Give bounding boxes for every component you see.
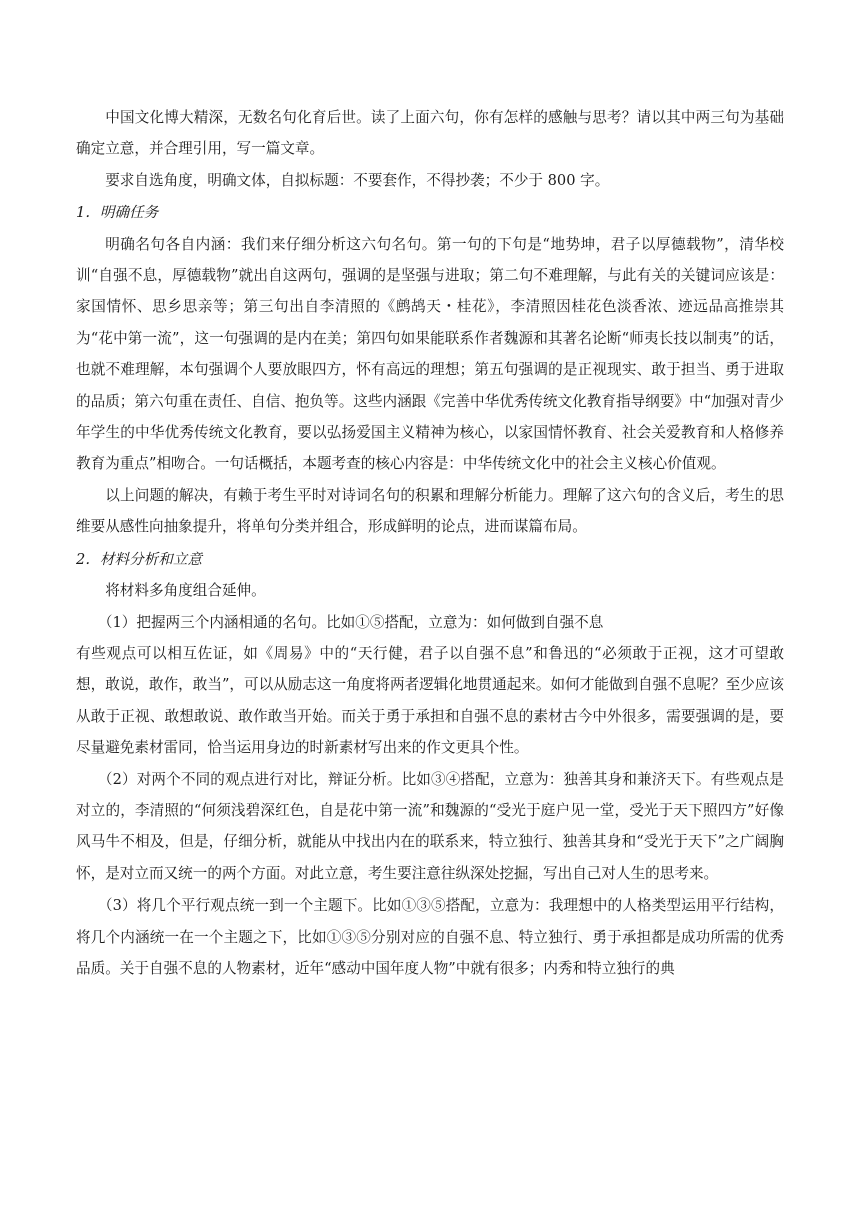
point-1-body: 有些观点可以相互佐证，如《周易》中的“天行健，君子以自强不息”和鲁迅的“必须敢于正视，这才可望敢想，敢说，敢作，敢当”，可以从励志这一角度将两者逻辑化地贯通起来。如何才能做到自强不息呢？至少应该从敢于正视、敢想敢说、敢作敢当开始。而关于勇于承担和自强不息的素材古今中外很多，需要强调的是，要尽量避免素材雷同，恰当运用身边的时新素材写出来的作文更具个性。 [76,644,784,757]
point-1-heading: （1）把握两三个内涵相通的名句。比如①⑤搭配，立意为：如何做到自强不息 [97,613,604,631]
requirements-paragraph: 要求自选角度，明确文体，自拟标题：不要套作，不得抄袭；不少于 800 字。 [105,171,610,189]
section-heading-task: 1．明确任务 [76,204,159,222]
material-intro-paragraph: 将材料多角度组合延伸。 [105,582,266,600]
task-summary-paragraph: 以上问题的解决，有赖于考生平时对诗词名句的积累和理解分析能力。理解了这六句的含义后，考生的思维要从感性向抽象提升，将单句分类并组合，形成鲜明的论点，进而谋篇布局。 [76,486,784,536]
document-page [76,102,784,984]
point-3-paragraph: （3）将几个平行观点统一到一个主题下。比如①③⑤搭配，立意为：我理想中的人格类型运用平行结构，将几个内涵统一在一个主题之下，比如①③⑤分别对应的自强不息、特立独行、勇于承担都是成功所需的优秀品质。关于自强不息的人物素材，近年“感动中国年度人物”中就有很多；内秀和特立独行的典 [76,897,784,977]
point-2-paragraph: （2）对两个不同的观点进行对比，辩证分析。比如③④搭配，立意为：独善其身和兼济天下。有些观点是对立的，李清照的“何须浅碧深红色，自是花中第一流”和魏源的“受光于庭户见一堂，受光于天下照四方”好像风马牛不相及，但是，仔细分析，就能从中找出内在的联系来，特立独行、独善其身和“受光于天下”之广阔胸怀，是对立而又统一的两个方面。对此立意，考生要注意往纵深处挖掘，写出自己对人生的思考来。 [76,770,784,882]
task-analysis-paragraph: 明确名句各自内涵：我们来仔细分析这六句名句。第一句的下句是“地势坤，君子以厚德载物”，清华校训“自强不息，厚德载物”就出自这两句，强调的是坚强与进取；第二句不难理解，与此有关的关键词应该是：家国情怀、思乡思亲等；第三句出自李清照的《鹧鸪天・桂花》，李清照因桂花色淡香浓、迹远品高推崇其为“花中第一流”，这一句强调的是内在美；第四句如果能联系作者魏源和其著名论断“师夷长技以制夷”的话，也就不难理解，本句强调个人要放眼四方，怀有高远的理想；第五句强调的是正视现实、敢于担当、勇于进取的品质；第六句重在责任、自信、抱负等。这些内涵跟《完善中华优秀传统文化教育指导纲要》中“加强对青少年学生的中华优秀传统文化教育，要以弘扬爱国主义精神为核心，以家国情怀教育、社会关爱教育和人格修养教育为重点”相吻合。一句话概括，本题考查的核心内容是：中华传统文化中的社会主义核心价值观。 [76,235,784,473]
prompt-paragraph: 中国文化博大精深，无数名句化育后世。读了上面六句，你有怎样的感触与思考？请以其中两三句为基础确定立意，并合理引用，写一篇文章。 [76,109,784,158]
section-heading-material: 2．材料分析和立意 [76,550,203,568]
